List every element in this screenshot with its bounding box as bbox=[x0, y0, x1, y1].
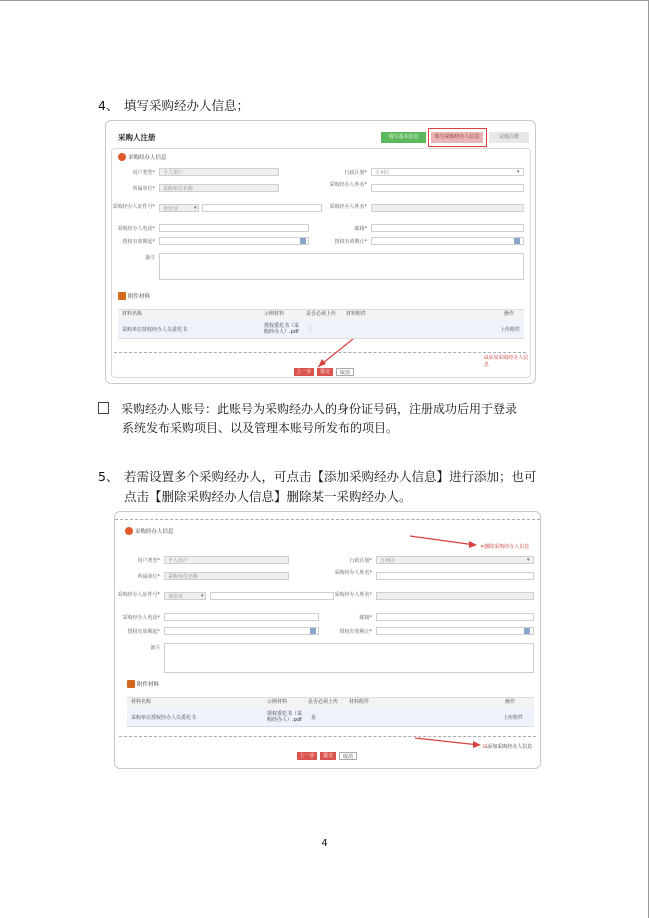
label-unit: 所属单位* bbox=[137, 574, 160, 580]
step-number: 5、 bbox=[98, 469, 119, 484]
cancel-button[interactable]: 取消 bbox=[339, 752, 357, 760]
add-agent-link[interactable]: ⊟添加采购经办人信息 bbox=[483, 744, 533, 750]
section-title: 采购经办人信息 bbox=[135, 529, 174, 535]
col-header: 材料名称 bbox=[131, 699, 152, 705]
row-required: 是 bbox=[308, 327, 314, 333]
step-agent-info[interactable]: 填写采购经办人信息 bbox=[431, 132, 483, 143]
col-header: 示例材料 bbox=[267, 699, 288, 705]
note-text: 采购经办人账号：此账号为采购经办人的身份证号码，注册成功后用于登录 bbox=[121, 402, 518, 416]
sample-file-link[interactable]: 授权委托书（采购经办人）.pdf bbox=[264, 323, 300, 335]
prev-button[interactable]: 上一步 bbox=[297, 752, 317, 760]
district-select[interactable]: 万州区 bbox=[371, 168, 524, 176]
add-agent-link[interactable]: ⊟添加采购经办人信息 bbox=[484, 355, 529, 368]
attach-title: 附件材料 bbox=[128, 294, 151, 300]
close-icon: ✕ bbox=[480, 544, 485, 550]
step-basic-info[interactable]: 填写基本信息 bbox=[381, 132, 426, 143]
label-phone: 采购经办人电话* bbox=[117, 226, 155, 232]
label-agent-name: 采购经办人姓名* bbox=[334, 570, 372, 576]
unit-field[interactable]: 采购单位名称 bbox=[159, 184, 279, 192]
col-header: 材料名称 bbox=[122, 311, 143, 317]
page-title: 采购人注册 bbox=[118, 133, 156, 142]
district-select[interactable]: 万州区 bbox=[376, 556, 534, 564]
label-auth-start: 授权有效期起* bbox=[127, 629, 160, 635]
page-border bbox=[0, 0, 649, 1]
label-phone: 采购经办人电话* bbox=[122, 615, 160, 621]
label-district: 行政区划* bbox=[344, 170, 367, 176]
screenshot-multi-agent bbox=[114, 511, 541, 769]
upload-button[interactable]: 上传附件 bbox=[503, 715, 524, 721]
id-type-select[interactable]: 身份证 bbox=[159, 204, 199, 212]
label-id: 采购经办人证件号* bbox=[117, 592, 160, 598]
label-unit: 所属单位* bbox=[132, 186, 155, 192]
attach-title: 附件材料 bbox=[137, 682, 160, 688]
annotation-arrows bbox=[115, 512, 540, 768]
col-header: 材料附件 bbox=[346, 311, 367, 317]
label-user-type: 用户类型* bbox=[137, 558, 160, 564]
col-header: 操作 bbox=[504, 311, 515, 317]
user-type-field[interactable]: 个人用户 bbox=[159, 168, 279, 176]
add-icon: ⊟ bbox=[484, 355, 489, 361]
user-type-field[interactable]: 个人用户 bbox=[164, 556, 289, 564]
checkbox-icon bbox=[98, 402, 109, 414]
step-5-heading bbox=[98, 467, 537, 487]
chevron-down-icon: ▾ bbox=[194, 205, 197, 211]
unit-field[interactable]: 采购单位名称 bbox=[164, 572, 289, 580]
row-name: 采购单位授权经办人员委托书 bbox=[122, 327, 188, 333]
note-line-1 bbox=[98, 400, 517, 419]
step-text: 若需设置多个采购经办人，可点击【添加采购经办人信息】进行添加；也可 bbox=[124, 469, 537, 484]
note-line-2: 系统发布采购项目、以及管理本账号所发布的项目。 bbox=[122, 421, 399, 435]
chevron-down-icon: ▾ bbox=[517, 169, 520, 175]
col-header: 是否必须上传 bbox=[308, 699, 339, 705]
prev-button[interactable]: 上一步 bbox=[294, 368, 314, 376]
section-title: 采购经办人信息 bbox=[128, 155, 167, 161]
annotation-arrow bbox=[106, 121, 535, 383]
label-remark: 备注 bbox=[149, 645, 160, 651]
add-icon: ⊟ bbox=[483, 744, 488, 750]
screenshot-register-form bbox=[105, 120, 536, 384]
col-header: 材料附件 bbox=[349, 699, 370, 705]
chevron-down-icon: ▾ bbox=[201, 593, 204, 599]
col-header: 是否必须上传 bbox=[306, 311, 337, 317]
label-id: 采购经办人证件号* bbox=[112, 204, 155, 210]
cancel-button[interactable]: 取消 bbox=[336, 368, 354, 376]
step-4-heading bbox=[98, 96, 249, 116]
chevron-down-icon: ▾ bbox=[527, 557, 530, 563]
sample-file-link[interactable]: 授权委托书（采购经办人）.pdf bbox=[267, 711, 303, 723]
label-district: 行政区划* bbox=[349, 558, 372, 564]
label-agent-name-2: 采购经办人姓名* bbox=[334, 592, 372, 598]
col-header: 示例材料 bbox=[264, 311, 285, 317]
col-header: 操作 bbox=[505, 699, 516, 705]
label-remark: 备注 bbox=[144, 255, 155, 261]
step-5-line-2: 点击【删除采购经办人信息】删除某一采购经办人。 bbox=[124, 489, 412, 504]
upload-button[interactable]: 上传附件 bbox=[500, 327, 521, 333]
label-user-type: 用户类型* bbox=[132, 170, 155, 176]
submit-button[interactable]: 提交 bbox=[320, 752, 336, 760]
label-auth-start: 授权有效期起* bbox=[122, 239, 155, 245]
label-auth-end: 授权有效期止* bbox=[334, 239, 367, 245]
label-email: 邮箱* bbox=[354, 226, 367, 232]
id-type-select[interactable]: 身份证 bbox=[164, 592, 206, 600]
page-number: 4 bbox=[321, 838, 328, 849]
step-number: 4、 bbox=[98, 98, 119, 113]
row-required: 是 bbox=[311, 715, 317, 721]
step-text: 填写采购经办人信息； bbox=[124, 98, 250, 113]
step-finish[interactable]: 完成注册 bbox=[489, 132, 529, 143]
label-auth-end: 授权有效期止* bbox=[339, 629, 372, 635]
row-name: 采购单位授权经办人员委托书 bbox=[131, 715, 197, 721]
submit-button[interactable]: 提交 bbox=[317, 368, 333, 376]
label-email: 邮箱* bbox=[359, 615, 372, 621]
label-agent-name-2: 采购经办人姓名* bbox=[329, 204, 367, 210]
label-agent-name: 采购经办人姓名* bbox=[329, 182, 367, 188]
delete-agent-link[interactable]: ✕删除采购经办人信息 bbox=[480, 544, 530, 550]
